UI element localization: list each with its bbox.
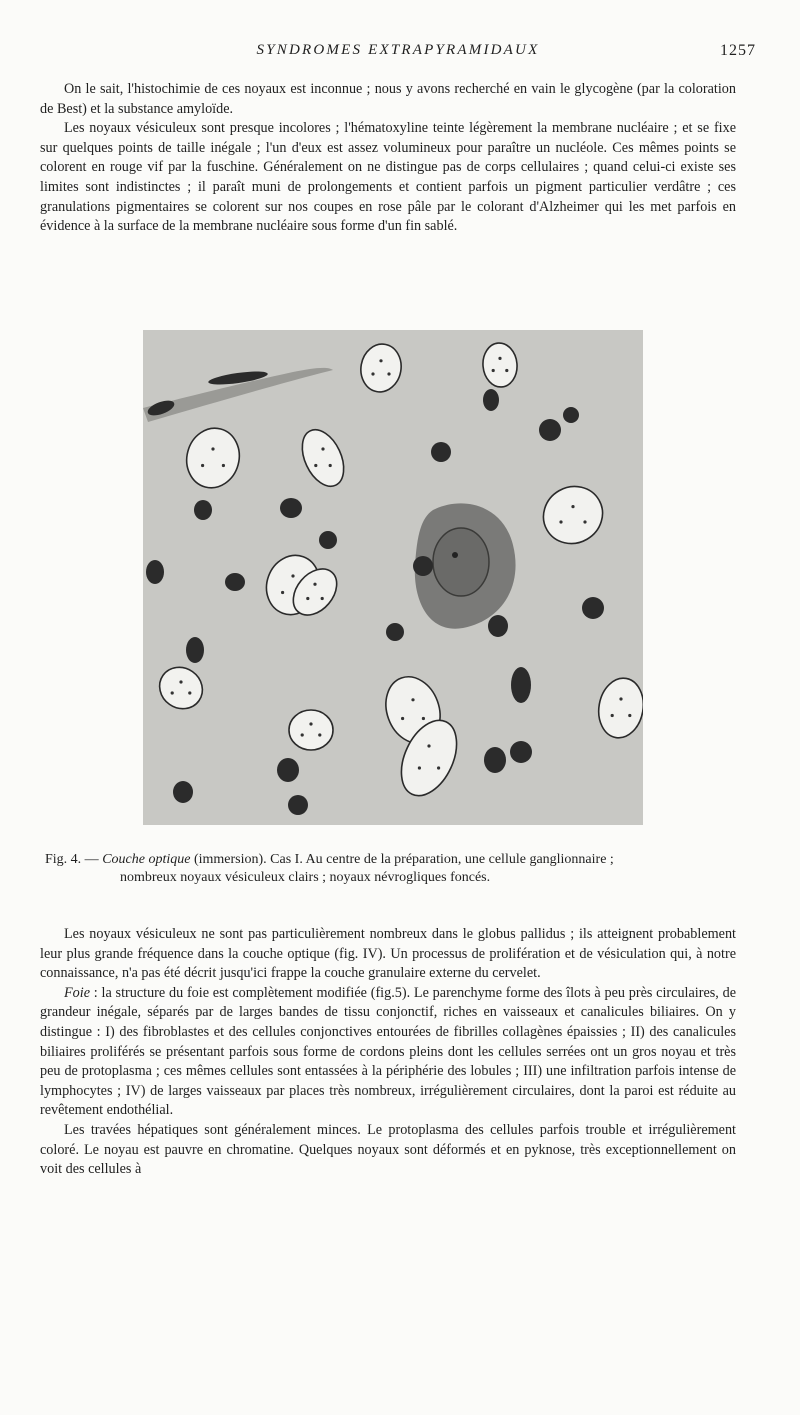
figure-background bbox=[143, 330, 643, 825]
chromatin-dot bbox=[571, 505, 574, 508]
chromatin-dot bbox=[321, 447, 324, 450]
glial-nucleus bbox=[386, 623, 404, 641]
glial-nucleus bbox=[319, 531, 337, 549]
chromatin-dot bbox=[387, 372, 390, 375]
glial-nucleus bbox=[488, 615, 508, 637]
chromatin-dot bbox=[281, 591, 284, 594]
chromatin-dot bbox=[611, 714, 614, 717]
glial-nucleus bbox=[484, 747, 506, 773]
caption-line-1 bbox=[45, 851, 745, 869]
chromatin-dot bbox=[301, 733, 304, 736]
chromatin-dot bbox=[559, 520, 562, 523]
chromatin-dot bbox=[314, 464, 317, 467]
glial-nucleus bbox=[288, 795, 308, 815]
chromatin-dot bbox=[619, 697, 622, 700]
running-header bbox=[40, 42, 756, 66]
glial-nucleus bbox=[483, 389, 499, 411]
glial-nucleus bbox=[563, 407, 579, 423]
paragraph: Les travées hépatiques sont généralement minces. Le protoplasma des cellules parfois trouble et irrégulièrement coloré. Le noyau est pauvre en chromatine. Quelques noyaux sont déformés et en pyknose, très exceptionnellement on voit des cellules à bbox=[40, 1121, 736, 1178]
chromatin-dot bbox=[188, 691, 191, 694]
glial-nucleus bbox=[413, 556, 433, 576]
glial-nucleus bbox=[510, 741, 532, 763]
micrograph-figure bbox=[143, 330, 643, 825]
top-text-block bbox=[40, 80, 736, 237]
paragraph-lead: Foie bbox=[64, 984, 90, 1001]
glial-nucleus bbox=[582, 597, 604, 619]
chromatin-dot bbox=[422, 717, 425, 720]
glial-nucleus bbox=[539, 419, 561, 441]
caption-title: Couche optique bbox=[102, 852, 191, 867]
chromatin-dot bbox=[583, 520, 586, 523]
chromatin-dot bbox=[309, 722, 312, 725]
paragraph-body: : la structure du foie est complètement modifiée (fig.5). Le parenchyme forme des îlots à peu près circulaires, de grandeur inégale, séparés par de larges bandes de tissu conjonctif, riches en vaisseaux et canalicules biliaires. On y distingue : I) des fibroblastes et des cellules conjonctives entourées de fibrilles collagènes épaissies ; II) des canalicules biliaires proliférés se présentant parfois sous forme de cordons pleins dont les cellules serrées ont un gros noyau et très peu de protoplasma ; ces mêmes cellules sont entassées à la périphérie des lobules ; III) une infiltration parfois intense de lymphocytes ; IV) de larges vaisseaux par places très nombreux, irrégulièrement circulaires, dont la paroi est réduite au revêtement endothélial. bbox=[40, 984, 736, 1119]
page-number: 1257 bbox=[720, 42, 756, 59]
chromatin-dot bbox=[505, 369, 508, 372]
glial-nucleus bbox=[225, 573, 245, 591]
bottom-text-block bbox=[40, 925, 736, 1180]
micrograph-drawing bbox=[143, 330, 643, 825]
chromatin-dot bbox=[329, 464, 332, 467]
glial-nucleus bbox=[146, 560, 164, 584]
chromatin-dot bbox=[427, 744, 430, 747]
glial-nucleus bbox=[431, 442, 451, 462]
chromatin-dot bbox=[411, 698, 414, 701]
glial-nucleus bbox=[194, 500, 212, 520]
chromatin-dot bbox=[179, 680, 182, 683]
chromatin-dot bbox=[437, 766, 440, 769]
paragraph: Les noyaux vésiculeux sont presque incolores ; l'hématoxyline teinte légèrement la membrane nucléaire ; et se fixe sur quelques points de taille inégale ; l'un d'eux est assez volumineux pour paraître un nucléole. Ces mêmes points se colorent en rouge vif par la fuschine. Généralement on ne distingue pas de corps cellulaires ; quand celui-ci existe ses limites sont indistinctes ; il paraît muni de prolongements et contient parfois un pigment particulier verdâtre ; ces granulations pigmentaires se colorent sur nos coupes en rose pâle par le colorant d'Alzheimer qui les met parfois en évidence à la surface de la membrane nucléaire sous forme d'un fin sablé. bbox=[40, 120, 736, 235]
chromatin-dot bbox=[371, 372, 374, 375]
chromatin-dot bbox=[418, 766, 421, 769]
chromatin-dot bbox=[222, 464, 225, 467]
vesicular-nucleus bbox=[289, 710, 333, 750]
chromatin-dot bbox=[291, 574, 294, 577]
nucleolus bbox=[452, 552, 458, 558]
ganglion-cell-nucleus bbox=[433, 528, 489, 596]
paragraph bbox=[40, 984, 736, 1121]
chromatin-dot bbox=[321, 597, 324, 600]
chromatin-dot bbox=[401, 717, 404, 720]
chromatin-dot bbox=[306, 597, 309, 600]
chromatin-dot bbox=[492, 369, 495, 372]
chromatin-dot bbox=[628, 714, 631, 717]
running-title: SYNDROMES EXTRAPYRAMIDAUX bbox=[256, 42, 540, 58]
chromatin-dot bbox=[171, 691, 174, 694]
chromatin-dot bbox=[313, 583, 316, 586]
glial-nucleus bbox=[173, 781, 193, 803]
paragraph: On le sait, l'histochimie de ces noyaux est inconnue ; nous y avons recherché en vain le glycogène (par la coloration de Best) et la substance amyloïde. bbox=[40, 81, 736, 117]
chromatin-dot bbox=[211, 447, 214, 450]
caption-text: (immersion). Cas I. Au centre de la préparation, une cellule ganglionnaire ; bbox=[190, 852, 614, 867]
figure-caption bbox=[45, 851, 745, 887]
caption-line-2: nombreux noyaux vésiculeux clairs ; noyaux névrogliques foncés. bbox=[120, 870, 491, 885]
glial-nucleus bbox=[280, 498, 302, 518]
chromatin-dot bbox=[318, 733, 321, 736]
chromatin-dot bbox=[498, 357, 501, 360]
glial-nucleus bbox=[186, 637, 204, 663]
paragraph: Les noyaux vésiculeux ne sont pas particulièrement nombreux dans le globus pallidus ; ils atteignent probablement leur plus grande fréquence dans la couche optique (fig. IV). Un processus de prolifération et de vésiculation qui, à notre connaissance, n'a pas été décrit jusqu'ici frappe la couche granulaire externe du cervelet. bbox=[40, 926, 736, 982]
glial-nucleus bbox=[277, 758, 299, 782]
glial-nucleus bbox=[511, 667, 531, 703]
chromatin-dot bbox=[201, 464, 204, 467]
caption-label: Fig. 4. — bbox=[45, 852, 103, 867]
chromatin-dot bbox=[379, 359, 382, 362]
